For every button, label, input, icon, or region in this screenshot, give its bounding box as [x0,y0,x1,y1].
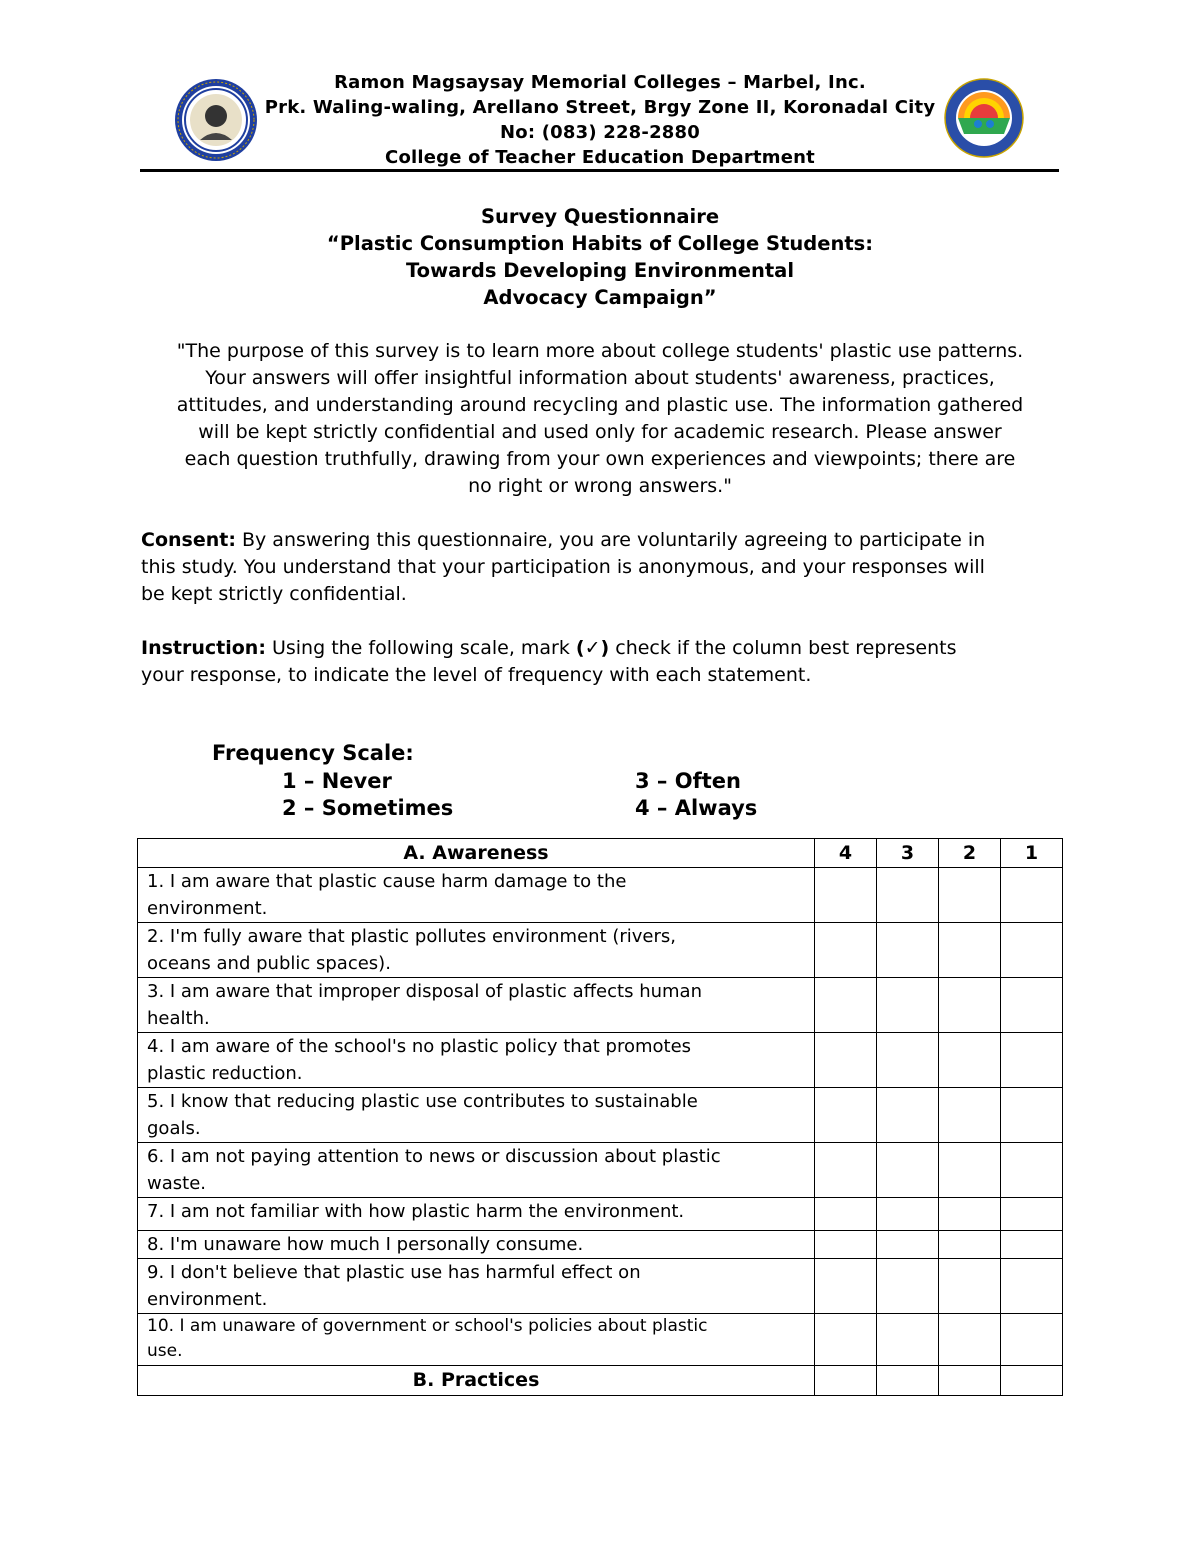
response-cell-3[interactable] [877,1143,939,1198]
response-cell-1[interactable] [1001,1033,1063,1088]
instruction-label: Instruction: [141,637,266,659]
response-cell-1[interactable] [1001,1231,1063,1259]
purpose-line: Your answers will offer insightful information about students' awareness, practices, [205,367,995,389]
response-cell-4[interactable] [815,1143,877,1198]
response-cell-4 [815,1366,877,1396]
purpose-line: no right or wrong answers." [468,475,732,497]
response-cell-2[interactable] [939,1088,1001,1143]
scale-item-often: 3 – Often [635,769,741,793]
response-cell-3[interactable] [877,1231,939,1259]
response-cell-1[interactable] [1001,1314,1063,1366]
department-name: College of Teacher Education Department [385,147,815,168]
response-cell-1[interactable] [1001,1198,1063,1231]
statement-line: 7. I am not familiar with how plastic harm the environment. [147,1201,685,1222]
statement-line: use. [147,1341,183,1361]
survey-title [140,203,1060,311]
statement-line: health. [147,1008,210,1029]
response-cell-2[interactable] [939,978,1001,1033]
response-cell-4[interactable] [815,1033,877,1088]
response-cell-4[interactable] [815,1088,877,1143]
response-cell-3[interactable] [877,923,939,978]
response-cell-2[interactable] [939,1143,1001,1198]
statement-cell [138,1198,815,1231]
header-divider [140,169,1059,172]
statement-line: 3. I am aware that improper disposal of plastic affects human [147,981,702,1002]
column-header-2: 2 [939,839,1001,868]
statement-cell [138,1231,815,1259]
response-cell-2[interactable] [939,923,1001,978]
table-section-row [138,1366,1063,1396]
statement-line: 1. I am aware that plastic cause harm damage to the [147,871,627,892]
response-cell-2[interactable] [939,1231,1001,1259]
statement-line: 5. I know that reducing plastic use contributes to sustainable [147,1091,698,1112]
response-cell-3[interactable] [877,1314,939,1366]
column-header-1: 1 [1001,839,1063,868]
statement-cell [138,1033,815,1088]
response-cell-1[interactable] [1001,923,1063,978]
consent-text: this study. You understand that your participation is anonymous, and your responses will [141,556,985,578]
statement-cell [138,1259,815,1314]
response-cell-3[interactable] [877,978,939,1033]
section-a-heading: A. Awareness [138,839,815,868]
response-cell-3 [877,1366,939,1396]
column-header-4: 4 [815,839,877,868]
table-header-row [138,839,1063,868]
response-cell-1[interactable] [1001,1143,1063,1198]
table-row [138,1143,1063,1198]
consent-paragraph [141,527,1061,608]
scale-title: Frequency Scale: [212,741,414,765]
purpose-line: will be kept strictly confidential and used only for academic research. Please answer [198,421,1002,443]
response-cell-2[interactable] [939,1259,1001,1314]
response-cell-2[interactable] [939,868,1001,923]
response-cell-3[interactable] [877,1088,939,1143]
response-cell-3[interactable] [877,868,939,923]
institution-address: Prk. Waling-waling, Arellano Street, Brgy Zone II, Koronadal City [264,97,936,118]
statement-cell [138,1314,815,1366]
response-cell-2[interactable] [939,1314,1001,1366]
statement-line: 2. I'm fully aware that plastic pollutes environment (rivers, [147,926,676,947]
response-cell-4[interactable] [815,1231,877,1259]
table-row [138,923,1063,978]
statement-line: 8. I'm unaware how much I personally consume. [147,1234,584,1255]
response-cell-1[interactable] [1001,1259,1063,1314]
response-cell-2 [939,1366,1001,1396]
purpose-line: attitudes, and understanding around recycling and plastic use. The information gathered [176,394,1024,416]
response-cell-4[interactable] [815,1259,877,1314]
statement-line: 10. I am unaware of government or school's policies about plastic [147,1316,708,1336]
institution-name: Ramon Magsaysay Memorial Colleges – Marbel, Inc. [334,72,866,93]
response-cell-1[interactable] [1001,868,1063,923]
response-cell-4[interactable] [815,923,877,978]
consent-text: be kept strictly confidential. [141,583,407,605]
instruction-text: Using the following scale, mark [265,637,576,659]
response-cell-4[interactable] [815,978,877,1033]
response-cell-2[interactable] [939,1033,1001,1088]
table-row [138,868,1063,923]
statement-line: 4. I am aware of the school's no plastic policy that promotes [147,1036,692,1057]
consent-text: By answering this questionnaire, you are voluntarily agreeing to participate in [235,529,986,551]
instruction-paragraph [141,635,1061,689]
institution-phone: No: (083) 228-2880 [500,122,700,143]
response-cell-1 [1001,1366,1063,1396]
table-row [138,978,1063,1033]
section-b-heading: B. Practices [138,1366,815,1396]
statement-cell [138,923,815,978]
table-row [138,1314,1063,1366]
response-cell-3[interactable] [877,1198,939,1231]
table-row [138,1198,1063,1231]
response-cell-4[interactable] [815,868,877,923]
purpose-line: "The purpose of this survey is to learn more about college students' plastic use patterns. [176,340,1024,362]
response-cell-3[interactable] [877,1033,939,1088]
letterhead [140,66,1060,170]
title-line-1: Survey Questionnaire [480,205,720,228]
title-line-3: Towards Developing Environmental [405,259,795,282]
table-row [138,1231,1063,1259]
scale-item-sometimes: 2 – Sometimes [282,796,454,820]
purpose-line: each question truthfully, drawing from your own experiences and viewpoints; there are [184,448,1016,470]
statement-line: goals. [147,1118,201,1139]
awareness-table [137,838,1063,1396]
statement-line: environment. [147,898,268,919]
instruction-text: your response, to indicate the level of frequency with each statement. [141,664,812,686]
title-line-4: Advocacy Campaign” [483,286,717,309]
response-cell-4[interactable] [815,1314,877,1366]
statement-line: plastic reduction. [147,1063,303,1084]
response-cell-2[interactable] [939,1198,1001,1231]
consent-label: Consent: [141,529,236,551]
response-cell-4[interactable] [815,1198,877,1231]
scale-item-never: 1 – Never [282,769,392,793]
scale-item-always: 4 – Always [635,796,758,820]
check-mark-symbol: (✓) [575,637,610,659]
statement-line: environment. [147,1289,268,1310]
response-cell-3[interactable] [877,1259,939,1314]
statement-line: oceans and public spaces). [147,953,391,974]
table-row [138,1088,1063,1143]
title-line-2: “Plastic Consumption Habits of College Students: [326,232,874,255]
instruction-text: check if the column best represents [609,637,957,659]
statement-cell [138,1088,815,1143]
response-cell-1[interactable] [1001,978,1063,1033]
column-header-3: 3 [877,839,939,868]
table-row [138,1033,1063,1088]
statement-cell [138,978,815,1033]
statement-cell [138,868,815,923]
statement-cell [138,1143,815,1198]
statement-line: 9. I don't believe that plastic use has harmful effect on [147,1262,641,1283]
statement-line: 6. I am not paying attention to news or discussion about plastic [147,1146,721,1167]
purpose-paragraph [140,338,1060,500]
statement-line: waste. [147,1173,206,1194]
table-row [138,1259,1063,1314]
response-cell-1[interactable] [1001,1088,1063,1143]
